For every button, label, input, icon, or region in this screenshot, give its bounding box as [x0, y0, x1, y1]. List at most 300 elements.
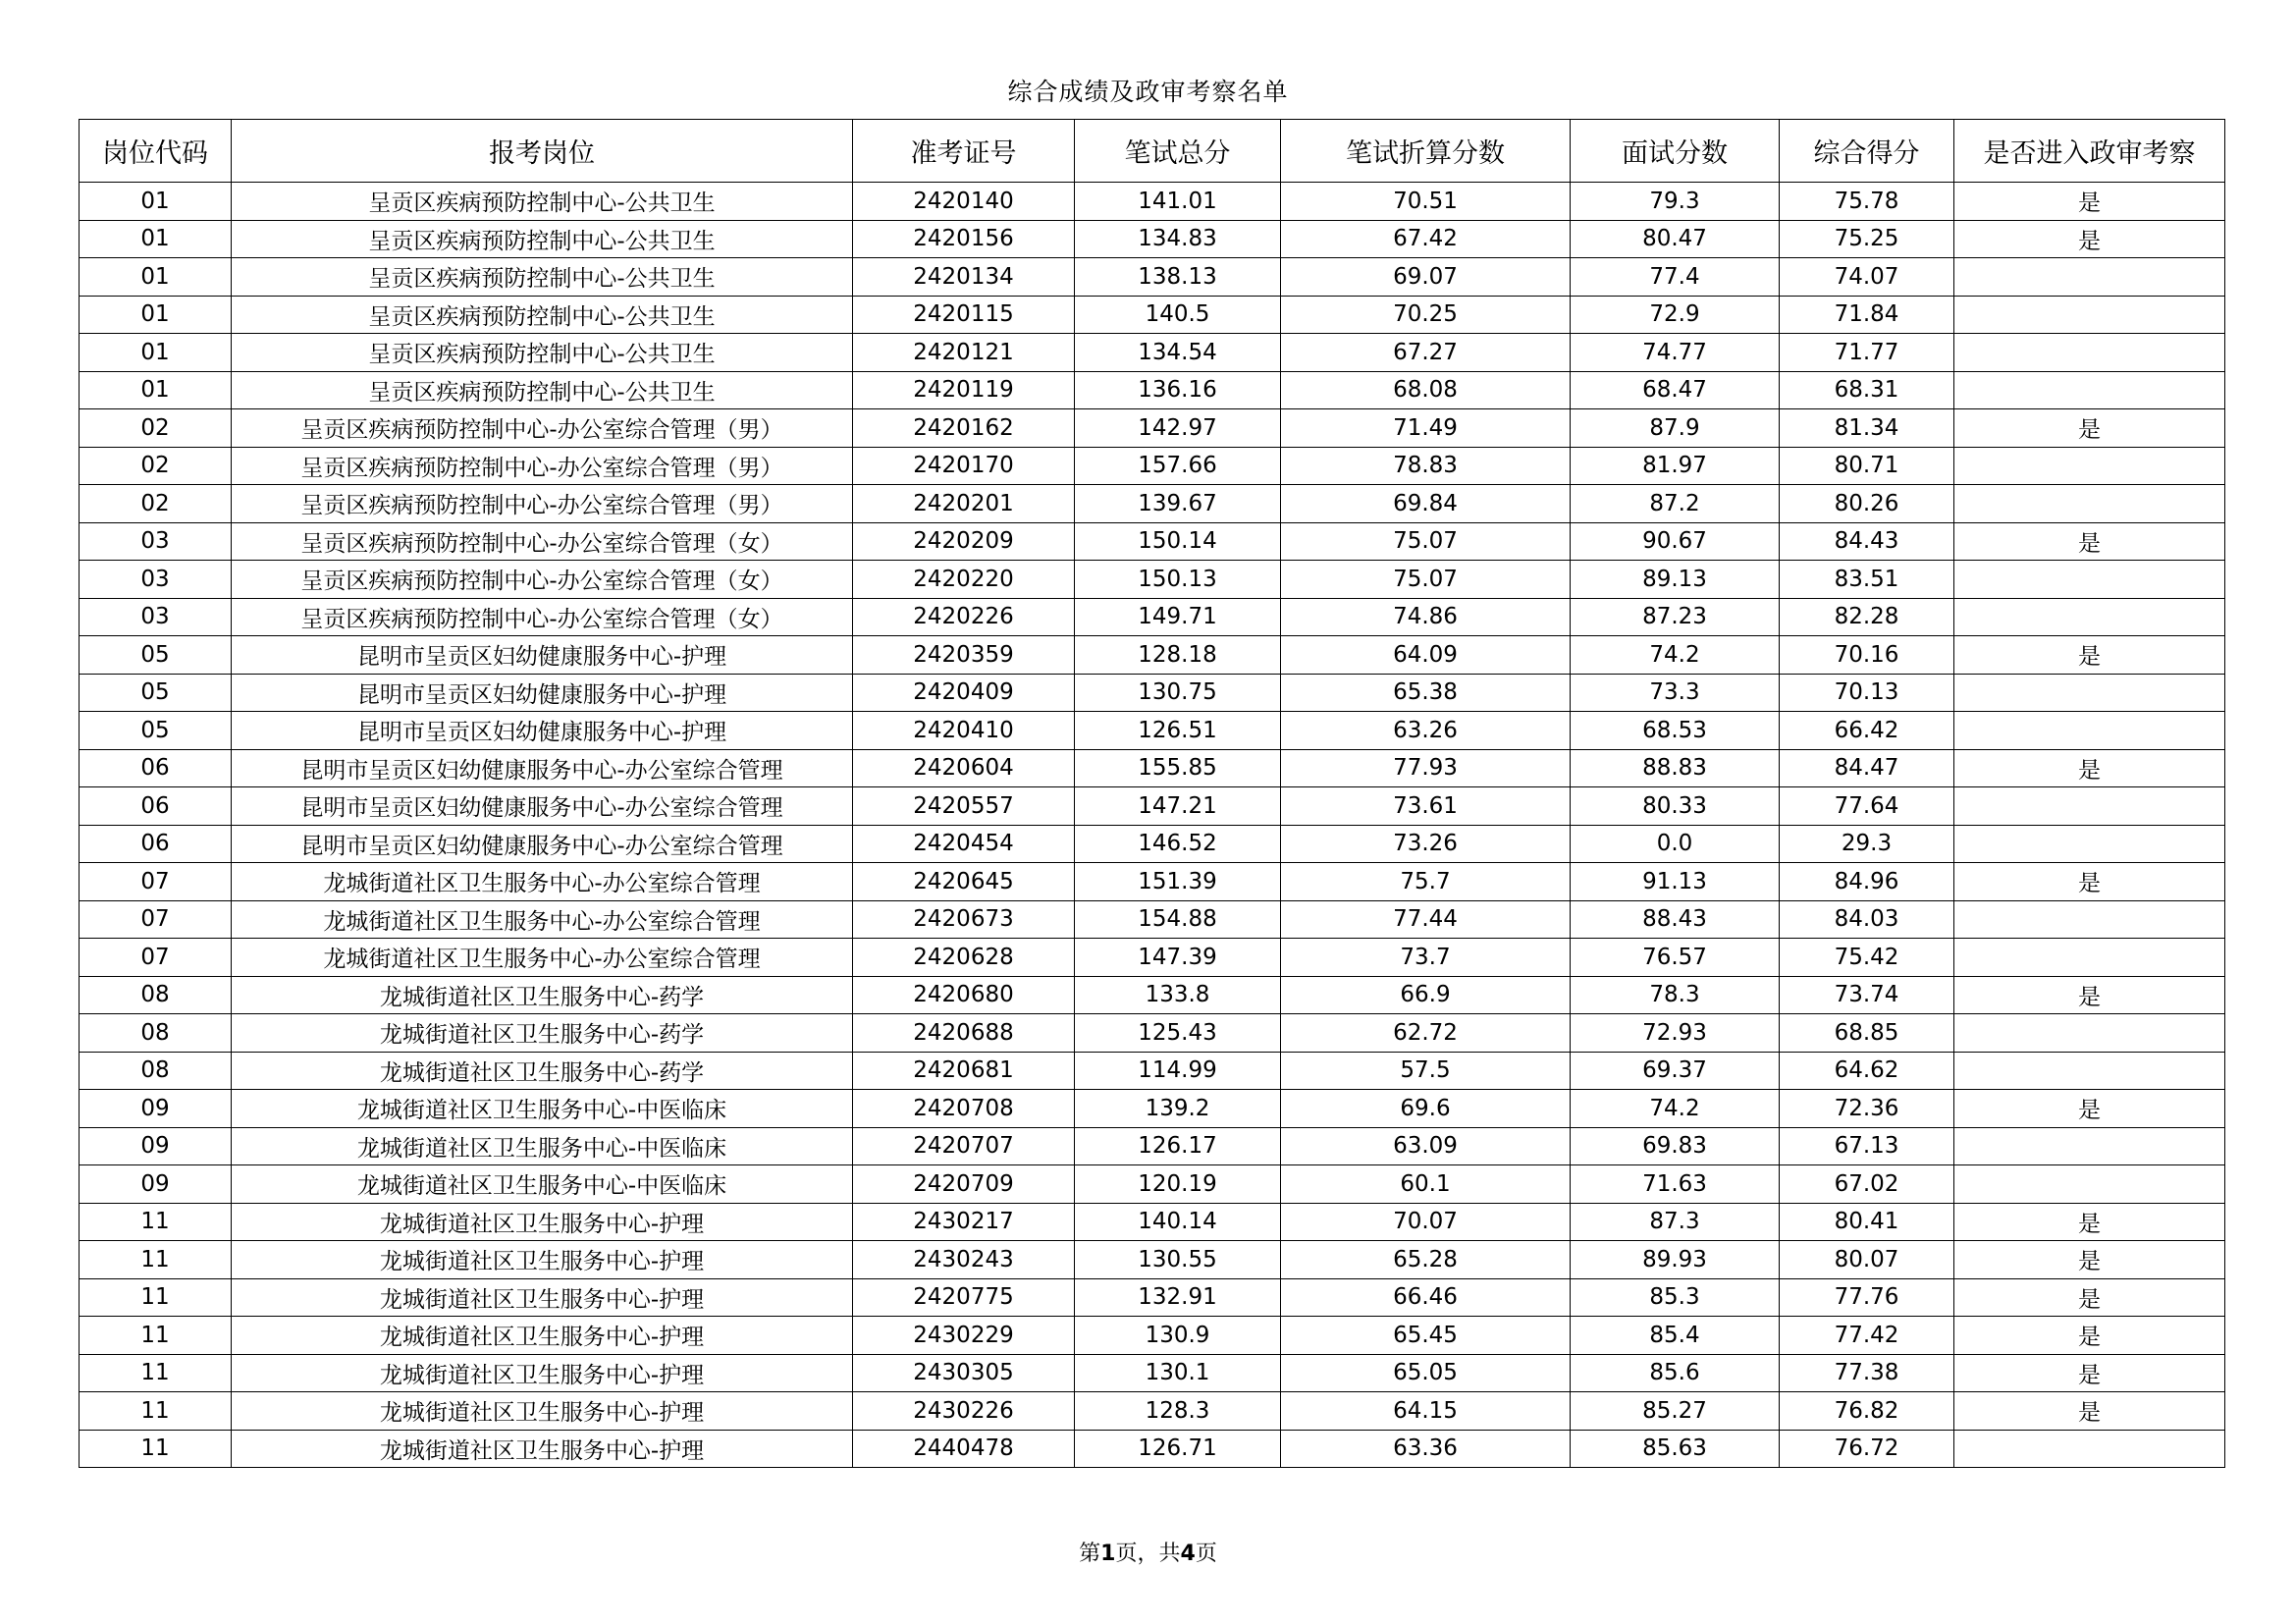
cell-political-review — [1954, 371, 2225, 409]
cell-interview-score: 89.93 — [1571, 1241, 1780, 1279]
cell-exam-ticket-number: 2420673 — [853, 900, 1075, 939]
cell-applied-position: 龙城街道社区卫生服务中心-办公室综合管理 — [232, 939, 853, 977]
cell-written-total: 157.66 — [1075, 447, 1281, 485]
table-row — [80, 1354, 2225, 1392]
cell-written-converted: 74.86 — [1281, 598, 1571, 636]
cell-position-code: 07 — [80, 863, 232, 901]
cell-written-converted: 66.46 — [1281, 1278, 1571, 1317]
header-exam-ticket-number: 准考证号 — [853, 120, 1075, 183]
cell-written-total: 134.54 — [1075, 334, 1281, 372]
cell-applied-position: 呈贡区疾病预防控制中心-公共卫生 — [232, 258, 853, 297]
cell-applied-position: 呈贡区疾病预防控制中心-公共卫生 — [232, 183, 853, 221]
cell-exam-ticket-number: 2420680 — [853, 976, 1075, 1014]
cell-overall-score: 76.72 — [1780, 1430, 1954, 1468]
score-table — [79, 119, 2225, 1468]
table-row — [80, 636, 2225, 675]
cell-exam-ticket-number: 2420557 — [853, 787, 1075, 826]
cell-overall-score: 71.77 — [1780, 334, 1954, 372]
cell-exam-ticket-number: 2430305 — [853, 1354, 1075, 1392]
cell-interview-score: 74.77 — [1571, 334, 1780, 372]
cell-overall-score: 80.71 — [1780, 447, 1954, 485]
cell-applied-position: 呈贡区疾病预防控制中心-公共卫生 — [232, 220, 853, 258]
cell-written-total: 134.83 — [1075, 220, 1281, 258]
cell-overall-score: 84.43 — [1780, 522, 1954, 561]
cell-exam-ticket-number: 2420119 — [853, 371, 1075, 409]
cell-exam-ticket-number: 2420156 — [853, 220, 1075, 258]
cell-interview-score: 89.13 — [1571, 561, 1780, 599]
cell-written-total: 126.51 — [1075, 712, 1281, 750]
cell-exam-ticket-number: 2440478 — [853, 1430, 1075, 1468]
cell-position-code: 01 — [80, 371, 232, 409]
cell-position-code: 11 — [80, 1317, 232, 1355]
cell-interview-score: 87.9 — [1571, 409, 1780, 448]
table-row — [80, 939, 2225, 977]
cell-position-code: 01 — [80, 296, 232, 334]
cell-applied-position: 龙城街道社区卫生服务中心-办公室综合管理 — [232, 900, 853, 939]
header-political-review: 是否进入政审考察 — [1954, 120, 2225, 183]
cell-written-total: 138.13 — [1075, 258, 1281, 297]
cell-written-total: 140.14 — [1075, 1203, 1281, 1241]
cell-written-converted: 65.05 — [1281, 1354, 1571, 1392]
cell-position-code: 06 — [80, 825, 232, 863]
cell-overall-score: 75.42 — [1780, 939, 1954, 977]
cell-exam-ticket-number: 2420775 — [853, 1278, 1075, 1317]
cell-political-review: 是 — [1954, 636, 2225, 675]
cell-applied-position: 呈贡区疾病预防控制中心-公共卫生 — [232, 296, 853, 334]
table-row — [80, 787, 2225, 826]
table-row — [80, 409, 2225, 448]
table-row — [80, 1392, 2225, 1431]
cell-political-review — [1954, 939, 2225, 977]
cell-exam-ticket-number: 2420628 — [853, 939, 1075, 977]
cell-overall-score: 84.03 — [1780, 900, 1954, 939]
table-row — [80, 712, 2225, 750]
table-body — [80, 183, 2225, 1468]
cell-overall-score: 84.47 — [1780, 749, 1954, 787]
cell-applied-position: 呈贡区疾病预防控制中心-办公室综合管理（男） — [232, 485, 853, 523]
cell-written-converted: 65.45 — [1281, 1317, 1571, 1355]
cell-political-review — [1954, 598, 2225, 636]
cell-interview-score: 91.13 — [1571, 863, 1780, 901]
cell-interview-score: 77.4 — [1571, 258, 1780, 297]
cell-written-converted: 78.83 — [1281, 447, 1571, 485]
cell-applied-position: 龙城街道社区卫生服务中心-中医临床 — [232, 1165, 853, 1204]
cell-written-total: 141.01 — [1075, 183, 1281, 221]
cell-overall-score: 71.84 — [1780, 296, 1954, 334]
cell-interview-score: 69.37 — [1571, 1052, 1780, 1090]
cell-written-total: 114.99 — [1075, 1052, 1281, 1090]
header-written-converted: 笔试折算分数 — [1281, 120, 1571, 183]
header-position-code: 岗位代码 — [80, 120, 232, 183]
cell-overall-score: 84.96 — [1780, 863, 1954, 901]
table-row — [80, 1165, 2225, 1204]
cell-political-review: 是 — [1954, 183, 2225, 221]
table-row — [80, 447, 2225, 485]
table-row — [80, 561, 2225, 599]
cell-applied-position: 呈贡区疾病预防控制中心-办公室综合管理（女） — [232, 561, 853, 599]
cell-position-code: 11 — [80, 1354, 232, 1392]
table-row — [80, 334, 2225, 372]
cell-written-total: 130.9 — [1075, 1317, 1281, 1355]
cell-political-review — [1954, 1014, 2225, 1053]
cell-written-converted: 63.36 — [1281, 1430, 1571, 1468]
cell-overall-score: 67.13 — [1780, 1127, 1954, 1165]
table-row — [80, 900, 2225, 939]
cell-position-code: 11 — [80, 1203, 232, 1241]
cell-applied-position: 龙城街道社区卫生服务中心-药学 — [232, 1014, 853, 1053]
cell-political-review: 是 — [1954, 1317, 2225, 1355]
cell-political-review — [1954, 447, 2225, 485]
cell-exam-ticket-number: 2420454 — [853, 825, 1075, 863]
cell-position-code: 01 — [80, 258, 232, 297]
cell-written-total: 147.39 — [1075, 939, 1281, 977]
cell-applied-position: 昆明市呈贡区妇幼健康服务中心-办公室综合管理 — [232, 787, 853, 826]
cell-political-review — [1954, 674, 2225, 712]
cell-applied-position: 呈贡区疾病预防控制中心-办公室综合管理（女） — [232, 522, 853, 561]
cell-applied-position: 龙城街道社区卫生服务中心-护理 — [232, 1354, 853, 1392]
header-written-total: 笔试总分 — [1075, 120, 1281, 183]
cell-political-review — [1954, 900, 2225, 939]
cell-interview-score: 87.3 — [1571, 1203, 1780, 1241]
cell-interview-score: 71.63 — [1571, 1165, 1780, 1204]
cell-written-total: 142.97 — [1075, 409, 1281, 448]
cell-applied-position: 呈贡区疾病预防控制中心-办公室综合管理（女） — [232, 598, 853, 636]
cell-interview-score: 69.83 — [1571, 1127, 1780, 1165]
cell-written-total: 139.67 — [1075, 485, 1281, 523]
cell-written-converted: 62.72 — [1281, 1014, 1571, 1053]
cell-position-code: 02 — [80, 485, 232, 523]
cell-applied-position: 龙城街道社区卫生服务中心-护理 — [232, 1203, 853, 1241]
cell-position-code: 09 — [80, 1127, 232, 1165]
cell-written-converted: 57.5 — [1281, 1052, 1571, 1090]
cell-position-code: 05 — [80, 636, 232, 675]
cell-interview-score: 81.97 — [1571, 447, 1780, 485]
cell-political-review: 是 — [1954, 1241, 2225, 1279]
cell-interview-score: 87.23 — [1571, 598, 1780, 636]
cell-exam-ticket-number: 2420115 — [853, 296, 1075, 334]
page-title: 综合成绩及政审考察名单 — [1007, 78, 1289, 106]
cell-political-review: 是 — [1954, 1278, 2225, 1317]
cell-written-converted: 71.49 — [1281, 409, 1571, 448]
cell-political-review — [1954, 334, 2225, 372]
table-row — [80, 674, 2225, 712]
cell-written-total: 126.17 — [1075, 1127, 1281, 1165]
cell-applied-position: 昆明市呈贡区妇幼健康服务中心-办公室综合管理 — [232, 749, 853, 787]
cell-written-total: 139.2 — [1075, 1090, 1281, 1128]
cell-applied-position: 昆明市呈贡区妇幼健康服务中心-护理 — [232, 712, 853, 750]
cell-exam-ticket-number: 2420604 — [853, 749, 1075, 787]
cell-written-total: 149.71 — [1075, 598, 1281, 636]
table-row — [80, 485, 2225, 523]
cell-applied-position: 龙城街道社区卫生服务中心-护理 — [232, 1392, 853, 1431]
footer-page-number: 1 — [1100, 1542, 1116, 1566]
cell-applied-position: 呈贡区疾病预防控制中心-办公室综合管理（男） — [232, 409, 853, 448]
table-row — [80, 976, 2225, 1014]
cell-position-code: 05 — [80, 674, 232, 712]
cell-exam-ticket-number: 2420201 — [853, 485, 1075, 523]
cell-exam-ticket-number: 2420409 — [853, 674, 1075, 712]
cell-written-total: 130.1 — [1075, 1354, 1281, 1392]
cell-written-total: 120.19 — [1075, 1165, 1281, 1204]
cell-overall-score: 64.62 — [1780, 1052, 1954, 1090]
cell-written-total: 128.18 — [1075, 636, 1281, 675]
cell-applied-position: 昆明市呈贡区妇幼健康服务中心-护理 — [232, 636, 853, 675]
cell-overall-score: 77.64 — [1780, 787, 1954, 826]
cell-exam-ticket-number: 2430243 — [853, 1241, 1075, 1279]
cell-position-code: 07 — [80, 900, 232, 939]
table-row — [80, 296, 2225, 334]
cell-political-review: 是 — [1954, 976, 2225, 1014]
cell-applied-position: 龙城街道社区卫生服务中心-中医临床 — [232, 1127, 853, 1165]
cell-overall-score: 80.07 — [1780, 1241, 1954, 1279]
cell-written-converted: 64.09 — [1281, 636, 1571, 675]
cell-exam-ticket-number: 2420707 — [853, 1127, 1075, 1165]
cell-written-total: 150.13 — [1075, 561, 1281, 599]
cell-exam-ticket-number: 2420709 — [853, 1165, 1075, 1204]
table-row — [80, 1203, 2225, 1241]
table-row — [80, 598, 2225, 636]
footer-total-pages: 4 — [1180, 1542, 1196, 1566]
table-row — [80, 1317, 2225, 1355]
header-interview-score: 面试分数 — [1571, 120, 1780, 183]
cell-applied-position: 昆明市呈贡区妇幼健康服务中心-护理 — [232, 674, 853, 712]
cell-written-converted: 70.25 — [1281, 296, 1571, 334]
cell-political-review — [1954, 485, 2225, 523]
table-row — [80, 863, 2225, 901]
cell-written-converted: 60.1 — [1281, 1165, 1571, 1204]
table-row — [80, 1090, 2225, 1128]
cell-applied-position: 昆明市呈贡区妇幼健康服务中心-办公室综合管理 — [232, 825, 853, 863]
cell-applied-position: 龙城街道社区卫生服务中心-护理 — [232, 1241, 853, 1279]
cell-written-total: 126.71 — [1075, 1430, 1281, 1468]
cell-interview-score: 76.57 — [1571, 939, 1780, 977]
table-header — [80, 120, 2225, 183]
cell-political-review: 是 — [1954, 522, 2225, 561]
cell-interview-score: 68.53 — [1571, 712, 1780, 750]
cell-overall-score: 68.31 — [1780, 371, 1954, 409]
cell-written-converted: 67.27 — [1281, 334, 1571, 372]
cell-position-code: 05 — [80, 712, 232, 750]
cell-interview-score: 90.67 — [1571, 522, 1780, 561]
cell-position-code: 06 — [80, 749, 232, 787]
cell-overall-score: 77.42 — [1780, 1317, 1954, 1355]
table-row — [80, 1014, 2225, 1053]
cell-exam-ticket-number: 2420170 — [853, 447, 1075, 485]
cell-interview-score: 87.2 — [1571, 485, 1780, 523]
cell-interview-score: 88.43 — [1571, 900, 1780, 939]
cell-political-review: 是 — [1954, 863, 2225, 901]
cell-interview-score: 79.3 — [1571, 183, 1780, 221]
cell-applied-position: 呈贡区疾病预防控制中心-办公室综合管理（男） — [232, 447, 853, 485]
cell-overall-score: 83.51 — [1780, 561, 1954, 599]
cell-political-review: 是 — [1954, 749, 2225, 787]
cell-overall-score: 73.74 — [1780, 976, 1954, 1014]
table-row — [80, 1278, 2225, 1317]
cell-written-converted: 73.26 — [1281, 825, 1571, 863]
cell-overall-score: 66.42 — [1780, 712, 1954, 750]
cell-applied-position: 呈贡区疾病预防控制中心-公共卫生 — [232, 334, 853, 372]
cell-position-code: 11 — [80, 1278, 232, 1317]
header-overall-score: 综合得分 — [1780, 120, 1954, 183]
cell-position-code: 09 — [80, 1090, 232, 1128]
cell-overall-score: 76.82 — [1780, 1392, 1954, 1431]
cell-written-converted: 65.28 — [1281, 1241, 1571, 1279]
cell-exam-ticket-number: 2430229 — [853, 1317, 1075, 1355]
cell-written-converted: 69.6 — [1281, 1090, 1571, 1128]
cell-overall-score: 75.78 — [1780, 183, 1954, 221]
cell-written-total: 128.3 — [1075, 1392, 1281, 1431]
cell-position-code: 01 — [80, 183, 232, 221]
cell-exam-ticket-number: 2430226 — [853, 1392, 1075, 1431]
table-row — [80, 1127, 2225, 1165]
cell-exam-ticket-number: 2420708 — [853, 1090, 1075, 1128]
cell-political-review — [1954, 296, 2225, 334]
cell-political-review — [1954, 825, 2225, 863]
cell-overall-score: 70.13 — [1780, 674, 1954, 712]
cell-written-converted: 75.07 — [1281, 522, 1571, 561]
cell-interview-score: 85.4 — [1571, 1317, 1780, 1355]
cell-interview-score: 80.47 — [1571, 220, 1780, 258]
cell-written-total: 150.14 — [1075, 522, 1281, 561]
table-row — [80, 371, 2225, 409]
cell-position-code: 09 — [80, 1165, 232, 1204]
cell-interview-score: 73.3 — [1571, 674, 1780, 712]
cell-written-converted: 77.44 — [1281, 900, 1571, 939]
cell-political-review: 是 — [1954, 1090, 2225, 1128]
cell-exam-ticket-number: 2420226 — [853, 598, 1075, 636]
cell-applied-position: 龙城街道社区卫生服务中心-护理 — [232, 1317, 853, 1355]
cell-position-code: 07 — [80, 939, 232, 977]
cell-written-converted: 73.61 — [1281, 787, 1571, 826]
cell-exam-ticket-number: 2420688 — [853, 1014, 1075, 1053]
cell-written-converted: 65.38 — [1281, 674, 1571, 712]
cell-written-converted: 75.07 — [1281, 561, 1571, 599]
cell-overall-score: 82.28 — [1780, 598, 1954, 636]
cell-interview-score: 74.2 — [1571, 636, 1780, 675]
cell-written-total: 154.88 — [1075, 900, 1281, 939]
cell-applied-position: 龙城街道社区卫生服务中心-办公室综合管理 — [232, 863, 853, 901]
cell-interview-score: 85.63 — [1571, 1430, 1780, 1468]
cell-position-code: 08 — [80, 1052, 232, 1090]
cell-exam-ticket-number: 2420220 — [853, 561, 1075, 599]
cell-position-code: 08 — [80, 976, 232, 1014]
cell-exam-ticket-number: 2420134 — [853, 258, 1075, 297]
table-row — [80, 183, 2225, 221]
cell-applied-position: 龙城街道社区卫生服务中心-中医临床 — [232, 1090, 853, 1128]
cell-written-total: 130.75 — [1075, 674, 1281, 712]
cell-political-review — [1954, 1430, 2225, 1468]
cell-written-converted: 75.7 — [1281, 863, 1571, 901]
table-row — [80, 1430, 2225, 1468]
cell-written-converted: 69.07 — [1281, 258, 1571, 297]
cell-position-code: 01 — [80, 220, 232, 258]
cell-written-converted: 64.15 — [1281, 1392, 1571, 1431]
cell-written-total: 133.8 — [1075, 976, 1281, 1014]
cell-interview-score: 78.3 — [1571, 976, 1780, 1014]
cell-position-code: 11 — [80, 1241, 232, 1279]
cell-exam-ticket-number: 2420162 — [853, 409, 1075, 448]
cell-written-converted: 73.7 — [1281, 939, 1571, 977]
cell-overall-score: 77.38 — [1780, 1354, 1954, 1392]
cell-exam-ticket-number: 2420140 — [853, 183, 1075, 221]
cell-overall-score: 75.25 — [1780, 220, 1954, 258]
cell-exam-ticket-number: 2420410 — [853, 712, 1075, 750]
cell-applied-position: 龙城街道社区卫生服务中心-药学 — [232, 1052, 853, 1090]
cell-applied-position: 龙城街道社区卫生服务中心-护理 — [232, 1278, 853, 1317]
cell-position-code: 03 — [80, 598, 232, 636]
cell-written-total: 136.16 — [1075, 371, 1281, 409]
cell-written-converted: 70.51 — [1281, 183, 1571, 221]
footer-suffix: 页 — [1195, 1542, 1217, 1566]
cell-overall-score: 81.34 — [1780, 409, 1954, 448]
table-row — [80, 825, 2225, 863]
cell-overall-score: 77.76 — [1780, 1278, 1954, 1317]
cell-written-total: 125.43 — [1075, 1014, 1281, 1053]
table-row — [80, 1241, 2225, 1279]
cell-applied-position: 龙城街道社区卫生服务中心-药学 — [232, 976, 853, 1014]
cell-political-review — [1954, 561, 2225, 599]
cell-political-review — [1954, 712, 2225, 750]
cell-exam-ticket-number: 2420645 — [853, 863, 1075, 901]
cell-position-code: 08 — [80, 1014, 232, 1053]
cell-political-review: 是 — [1954, 1203, 2225, 1241]
cell-political-review — [1954, 787, 2225, 826]
cell-position-code: 11 — [80, 1392, 232, 1431]
cell-position-code: 11 — [80, 1430, 232, 1468]
cell-applied-position: 呈贡区疾病预防控制中心-公共卫生 — [232, 371, 853, 409]
cell-political-review — [1954, 1052, 2225, 1090]
cell-political-review — [1954, 258, 2225, 297]
cell-interview-score: 74.2 — [1571, 1090, 1780, 1128]
cell-written-converted: 68.08 — [1281, 371, 1571, 409]
cell-written-total: 146.52 — [1075, 825, 1281, 863]
cell-position-code: 03 — [80, 561, 232, 599]
cell-political-review: 是 — [1954, 1392, 2225, 1431]
cell-exam-ticket-number: 2430217 — [853, 1203, 1075, 1241]
cell-interview-score: 85.3 — [1571, 1278, 1780, 1317]
cell-written-converted: 77.93 — [1281, 749, 1571, 787]
cell-political-review — [1954, 1165, 2225, 1204]
table-row — [80, 1052, 2225, 1090]
cell-political-review: 是 — [1954, 409, 2225, 448]
cell-written-converted: 69.84 — [1281, 485, 1571, 523]
cell-interview-score: 72.9 — [1571, 296, 1780, 334]
cell-overall-score: 29.3 — [1780, 825, 1954, 863]
cell-interview-score: 0.0 — [1571, 825, 1780, 863]
cell-written-converted: 63.26 — [1281, 712, 1571, 750]
cell-overall-score: 74.07 — [1780, 258, 1954, 297]
cell-position-code: 02 — [80, 447, 232, 485]
cell-written-converted: 66.9 — [1281, 976, 1571, 1014]
cell-overall-score: 70.16 — [1780, 636, 1954, 675]
cell-interview-score: 85.6 — [1571, 1354, 1780, 1392]
table-row — [80, 749, 2225, 787]
cell-overall-score: 80.41 — [1780, 1203, 1954, 1241]
cell-overall-score: 68.85 — [1780, 1014, 1954, 1053]
page-footer — [0, 1540, 2296, 1569]
cell-overall-score: 80.26 — [1780, 485, 1954, 523]
footer-middle: 页，共 — [1115, 1542, 1181, 1566]
cell-exam-ticket-number: 2420681 — [853, 1052, 1075, 1090]
footer-prefix: 第 — [1079, 1542, 1101, 1566]
cell-interview-score: 88.83 — [1571, 749, 1780, 787]
cell-political-review — [1954, 1127, 2225, 1165]
table-row — [80, 220, 2225, 258]
cell-written-total: 140.5 — [1075, 296, 1281, 334]
cell-interview-score: 68.47 — [1571, 371, 1780, 409]
cell-written-converted: 63.09 — [1281, 1127, 1571, 1165]
cell-written-total: 132.91 — [1075, 1278, 1281, 1317]
